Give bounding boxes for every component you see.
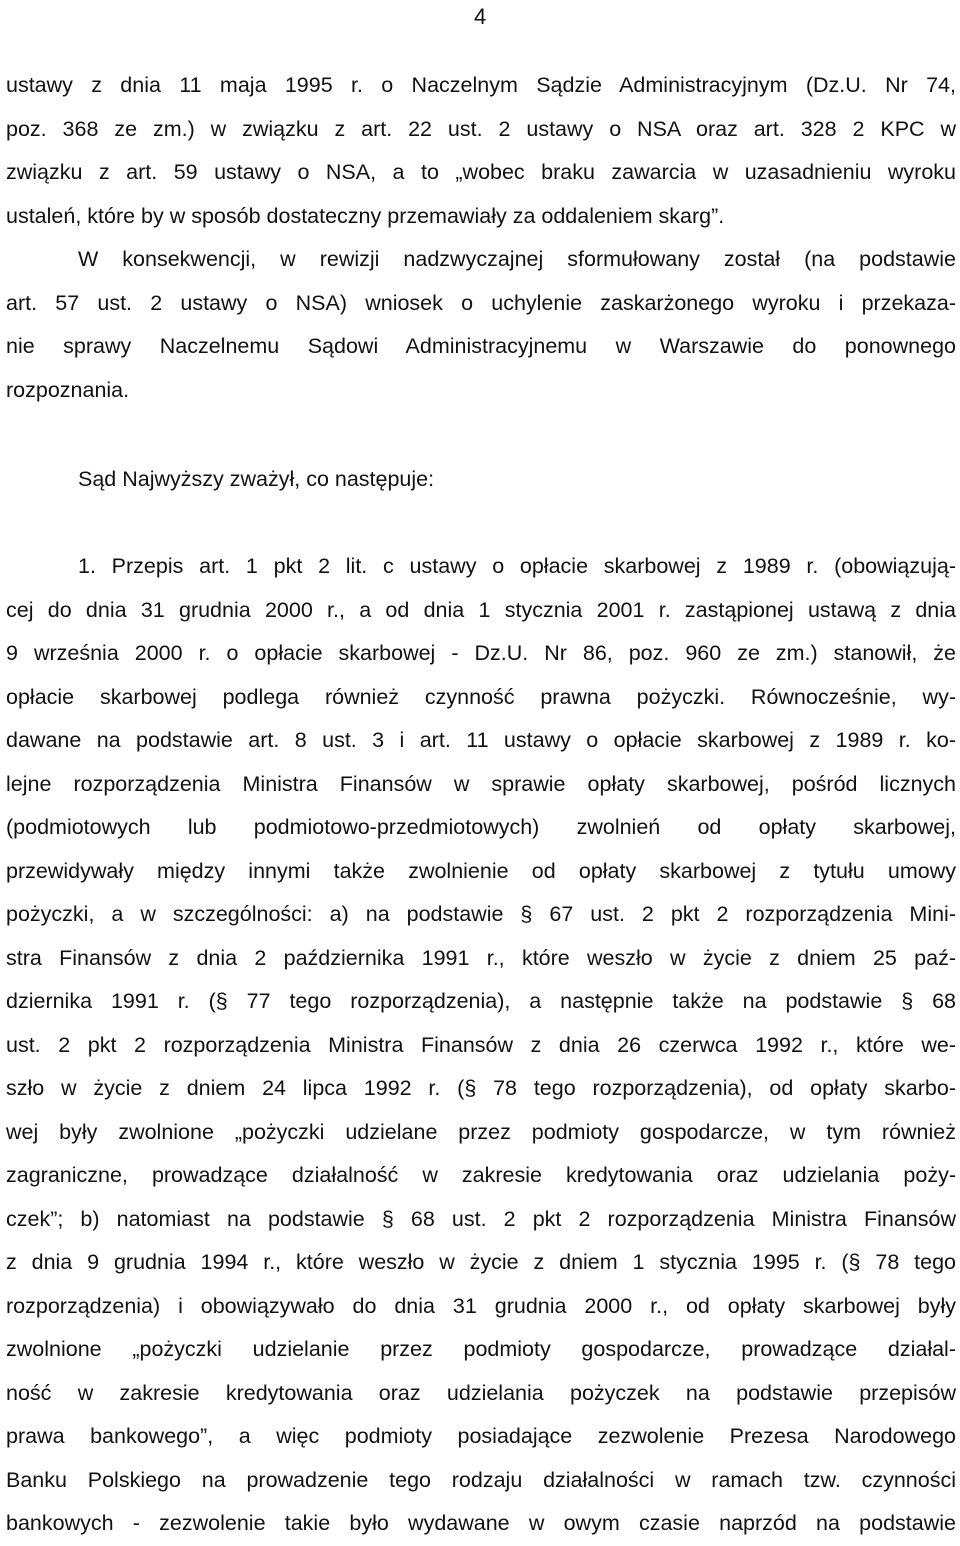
- text-line: z dnia 9 grudnia 1994 r., które weszło w życie z dniem 1 stycznia 1995 r. (§ 78 tego: [6, 1250, 956, 1274]
- text-line: prawa bankowego”, a więc podmioty posiadające zezwolenie Prezesa Narodowego: [6, 1424, 956, 1448]
- text-line: art. 57 ust. 2 ustawy o NSA) wniosek o uchylenie zaskarżonego wyroku i przekaza-: [6, 290, 956, 315]
- text-line: rozpoznania.: [6, 377, 130, 402]
- page-number: 4: [474, 4, 487, 29]
- text-line: ust. 2 pkt 2 rozporządzenia Ministra Finansów z dnia 26 czerwca 1992 r., które we-: [6, 1032, 956, 1057]
- text-line: cej do dnia 31 grudnia 2000 r., a od dnia 1 stycznia 2001 r. zastąpionej ustawą z dnia: [6, 597, 956, 622]
- text-line: rozporządzenia) i obowiązywało do dnia 31 grudnia 2000 r., od opłaty skarbowej były: [6, 1293, 956, 1318]
- text-line: bankowych - zezwolenie takie było wydawane w owym czasie naprzód na podstawie: [6, 1511, 956, 1535]
- text-line: ność w zakresie kredytowania oraz udzielania pożyczek na podstawie przepisów: [6, 1380, 956, 1405]
- text-line: 9 września 2000 r. o opłacie skarbowej - Dz.U. Nr 86, poz. 960 ze zm.) stanowił, że: [6, 641, 956, 665]
- main-paragraph: [6, 545, 956, 1546]
- text-line: szło w życie z dniem 24 lipca 1992 r. (§ 78 tego rozporządzenia), od opłaty skarbo-: [6, 1076, 956, 1100]
- text-line: opłacie skarbowej podlega również czynność prawna pożyczki. Równocześnie, wy-: [6, 684, 956, 709]
- section-heading: Sąd Najwyższy zważył, co następuje:: [78, 467, 435, 491]
- text-line: zwolnione „pożyczki udzielanie przez podmioty gospodarcze, prowadzące działal-: [6, 1337, 956, 1361]
- text-line: związku z art. 59 ustawy o NSA, a to „wobec braku zawarcia w uzasadnieniu wyroku: [6, 160, 956, 184]
- text-line: pożyczki, a w szczególności: a) na podstawie § 67 ust. 2 pkt 2 rozporządzenia Mini-: [6, 902, 956, 926]
- text-line: poz. 368 ze zm.) w związku z art. 22 ust. 2 ustawy o NSA oraz art. 328 2 KPC w: [6, 116, 956, 141]
- text-line: dawane na podstawie art. 8 ust. 3 i art. 11 ustawy o opłacie skarbowej z 1989 r. ko-: [6, 728, 956, 752]
- text-line: dziernika 1991 r. (§ 77 tego rozporządzenia), a następnie także na podstawie § 68: [6, 989, 956, 1013]
- text-line: stra Finansów z dnia 2 października 1991 r., które weszło w życie z dniem 25 paź-: [6, 945, 956, 970]
- section-heading-block: [6, 458, 956, 502]
- text-line: ustawy z dnia 11 maja 1995 r. o Naczelnym Sądzie Administracyjnym (Dz.U. Nr 74,: [6, 73, 956, 97]
- text-line: zagraniczne, prowadzące działalność w zakresie kredytowania oraz udzielania poży-: [6, 1163, 956, 1187]
- top-paragraph: [6, 64, 956, 412]
- text-line: nie sprawy Naczelnemu Sądowi Administracyjnemu w Warszawie do ponownego: [6, 334, 956, 358]
- text-line: Banku Polskiego na prowadzenie tego rodzaju działalności w ramach tzw. czynności: [6, 1467, 956, 1492]
- text-line: ustaleń, które by w sposób dostateczny przemawiały za oddaleniem skarg”.: [6, 203, 725, 228]
- text-line: W konsekwencji, w rewizji nadzwyczajnej sformułowany został (na podstawie: [78, 247, 956, 271]
- text-line: przewidywały między innymi także zwolnienie od opłaty skarbowej z tytułu umowy: [6, 858, 956, 883]
- text-line: lejne rozporządzenia Ministra Finansów w sprawie opłaty skarbowej, pośród licznych: [6, 771, 956, 796]
- text-line: czek”; b) natomiast na podstawie § 68 ust. 2 pkt 2 rozporządzenia Ministra Finansów: [6, 1206, 956, 1231]
- text-line: wej były zwolnione „pożyczki udzielane przez podmioty gospodarcze, w tym również: [6, 1119, 956, 1144]
- text-line: (podmiotowych lub podmiotowo-przedmiotowych) zwolnień od opłaty skarbowej,: [6, 815, 956, 839]
- text-line: 1. Przepis art. 1 pkt 2 lit. c ustawy o opłacie skarbowej z 1989 r. (obowiązują-: [78, 554, 956, 578]
